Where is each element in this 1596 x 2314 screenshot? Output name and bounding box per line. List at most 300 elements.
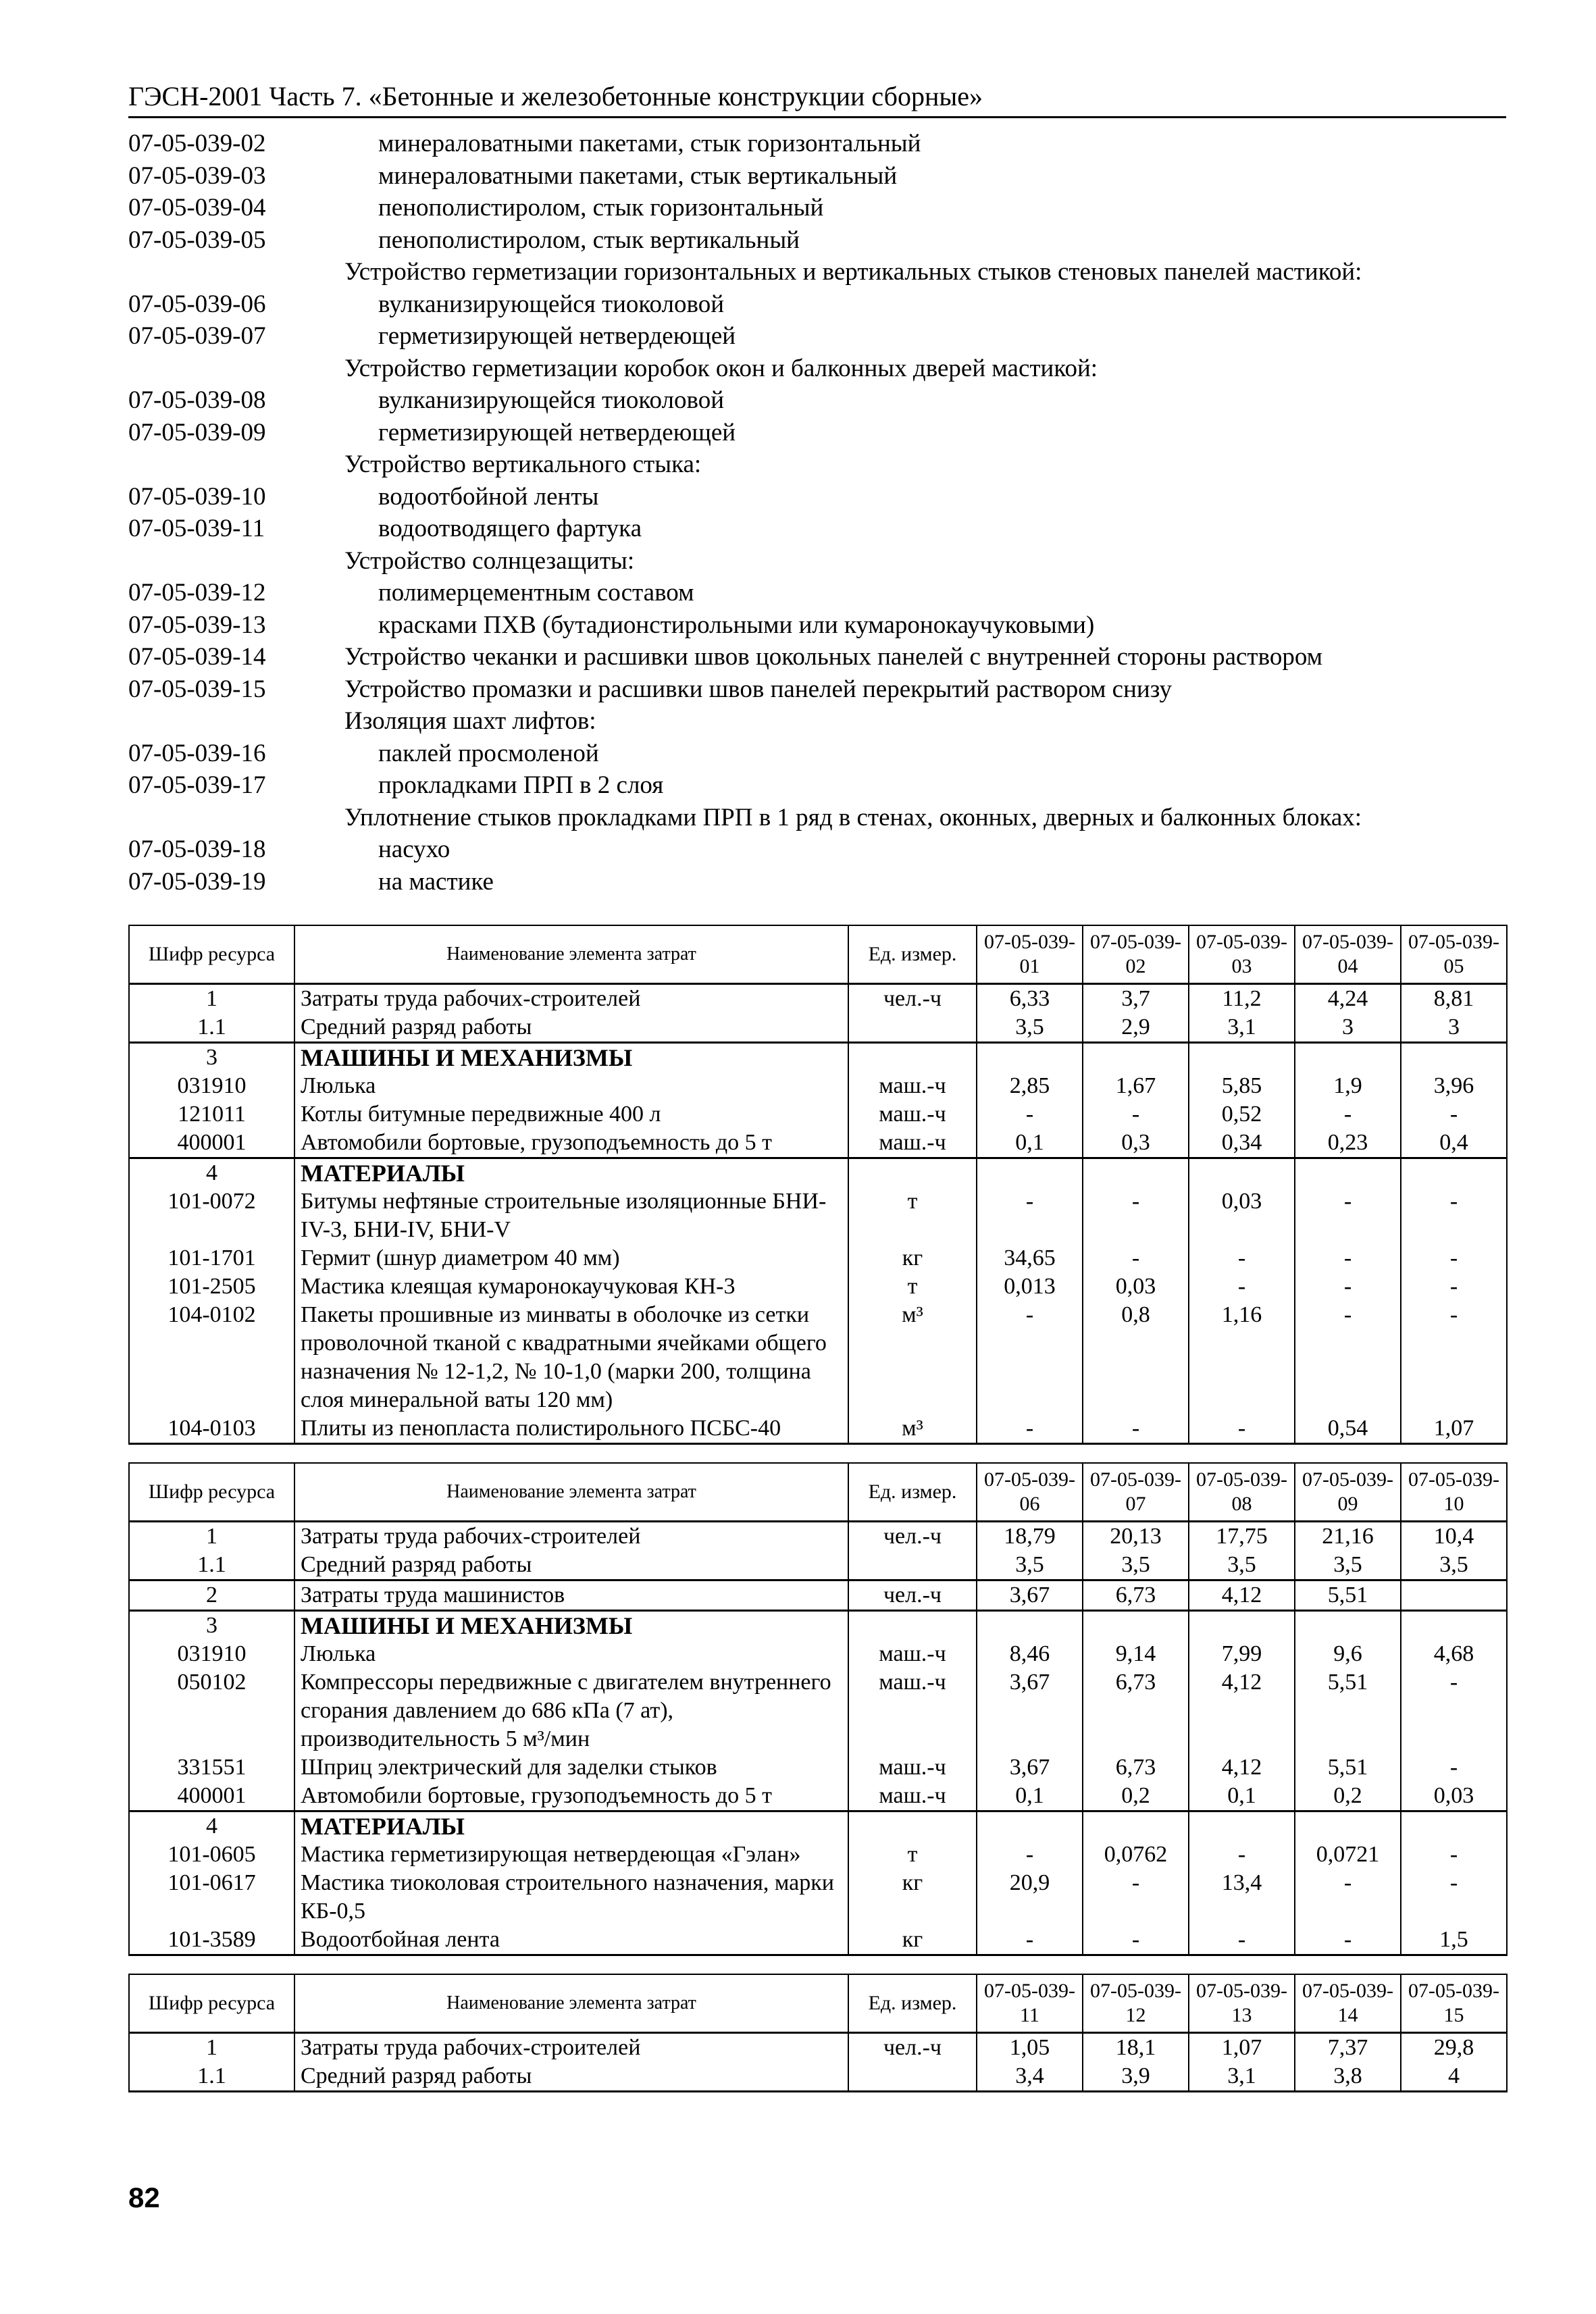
- header-row: [129, 1463, 1507, 1522]
- element-name: Водоотбойная лента: [294, 1926, 848, 1955]
- header-unit: Ед. измер.: [848, 1974, 977, 2033]
- value: [1401, 1043, 1507, 1073]
- item-code: [128, 448, 344, 481]
- value: [1083, 1611, 1189, 1641]
- value: [1295, 1158, 1401, 1188]
- resource-code: 331551: [129, 1753, 294, 1782]
- unit: чел.-ч: [848, 1522, 977, 1551]
- value: 20,9: [977, 1869, 1083, 1926]
- item-code: [128, 545, 344, 577]
- unit: [848, 1811, 977, 1841]
- value: 1,9: [1295, 1072, 1401, 1100]
- table-row: [129, 1640, 1507, 1668]
- table-row: [129, 1072, 1507, 1100]
- header-col-code: 07-05-039-10: [1401, 1463, 1507, 1522]
- list-item: [128, 384, 1506, 417]
- item-text: герметизирующей нетвердеющей: [378, 418, 736, 446]
- element-name: МАТЕРИАЛЫ: [294, 1811, 848, 1841]
- value: -: [1295, 1301, 1401, 1414]
- item-text: Устройство чеканки и расшивки швов цокольных панелей с внутренней стороны раствором: [344, 643, 1323, 671]
- resource-code: 3: [129, 1611, 294, 1641]
- table-row: [129, 1100, 1507, 1129]
- list-item: [128, 705, 1506, 738]
- value: 6,73: [1083, 1753, 1189, 1782]
- value: 0,0762: [1083, 1841, 1189, 1869]
- item-text: герметизирующей нетвердеющей: [378, 322, 736, 350]
- value: -: [1083, 1244, 1189, 1272]
- value: 3,67: [977, 1580, 1083, 1611]
- value: 3,4: [977, 2062, 1083, 2092]
- value: [1189, 1043, 1295, 1073]
- value: [1083, 1043, 1189, 1073]
- value: 0,3: [1083, 1129, 1189, 1158]
- value: 7,37: [1295, 2033, 1401, 2063]
- value: -: [1083, 1869, 1189, 1926]
- table-row: [129, 1301, 1507, 1414]
- value: -: [1401, 1301, 1507, 1414]
- value: [1401, 1580, 1507, 1611]
- value: [1083, 1811, 1189, 1841]
- element-name: Люлька: [294, 1072, 848, 1100]
- value: 3,67: [977, 1668, 1083, 1753]
- value: -: [1083, 1414, 1189, 1444]
- item-code: 07-05-039-08: [128, 386, 266, 414]
- item-code: [128, 353, 344, 385]
- value: [1189, 1811, 1295, 1841]
- resource-code: 400001: [129, 1782, 294, 1811]
- unit: т: [848, 1272, 977, 1301]
- value: 13,4: [1189, 1869, 1295, 1926]
- unit: кг: [848, 1869, 977, 1926]
- header-col-code: 07-05-039-08: [1189, 1463, 1295, 1522]
- value: 0,8: [1083, 1301, 1189, 1414]
- item-text: минераловатными пакетами, стык горизонтальный: [378, 130, 921, 157]
- header-col-code: 07-05-039-11: [977, 1974, 1083, 2033]
- unit: маш.-ч: [848, 1753, 977, 1782]
- value: 8,81: [1401, 984, 1507, 1014]
- value: 3,96: [1401, 1072, 1507, 1100]
- value: 3,5: [1295, 1551, 1401, 1580]
- item-text: красками ПХВ (бутадионстирольными или кумаронокаучуковыми): [378, 611, 1095, 639]
- element-name: Затраты труда рабочих-строителей: [294, 1522, 848, 1551]
- table-row: [129, 1158, 1507, 1188]
- list-item: [128, 802, 1506, 834]
- table-row: [129, 1580, 1507, 1611]
- item-text: прокладками ПРП в 2 слоя: [378, 771, 664, 799]
- value: -: [1401, 1244, 1507, 1272]
- item-text: Устройство герметизации горизонтальных и вертикальных стыков стеновых панелей мастикой:: [344, 258, 1362, 286]
- element-name: Плиты из пенопласта полистирольного ПСБС-40: [294, 1414, 848, 1444]
- value: 0,2: [1295, 1782, 1401, 1811]
- item-text: на мастике: [378, 867, 494, 896]
- value: 34,65: [977, 1244, 1083, 1272]
- value: 4: [1401, 2062, 1507, 2092]
- value: 3: [1295, 1013, 1401, 1043]
- value: 7,99: [1189, 1640, 1295, 1668]
- value: -: [1189, 1841, 1295, 1869]
- list-item: [128, 866, 1506, 898]
- element-name: Затраты труда рабочих-строителей: [294, 984, 848, 1014]
- table-row: [129, 1244, 1507, 1272]
- page-header: ГЭСН-2001 Часть 7. «Бетонные и железобетонные конструкции сборные»: [128, 81, 1506, 118]
- value: [1295, 1811, 1401, 1841]
- value: [1295, 1611, 1401, 1641]
- unit: чел.-ч: [848, 2033, 977, 2063]
- value: -: [977, 1414, 1083, 1444]
- header-col-code: 07-05-039-14: [1295, 1974, 1401, 2033]
- unit: маш.-ч: [848, 1100, 977, 1129]
- value: 0,1: [977, 1129, 1083, 1158]
- list-item: [128, 738, 1506, 770]
- header-row: [129, 1974, 1507, 2033]
- value: -: [1401, 1187, 1507, 1244]
- list-item: [128, 641, 1506, 673]
- item-code: 07-05-039-11: [128, 515, 265, 542]
- element-name: Средний разряд работы: [294, 2062, 848, 2092]
- value: [977, 1611, 1083, 1641]
- value: 0,23: [1295, 1129, 1401, 1158]
- unit: маш.-ч: [848, 1072, 977, 1100]
- resource-table: [128, 925, 1508, 1445]
- list-item: [128, 320, 1506, 353]
- element-name: Битумы нефтяные строительные изоляционные БНИ-IV-3, БНИ-IV, БНИ-V: [294, 1187, 848, 1244]
- header-code: Шифр ресурса: [129, 1974, 294, 2033]
- list-item: [128, 448, 1506, 481]
- element-name: МАТЕРИАЛЫ: [294, 1158, 848, 1188]
- value: 5,85: [1189, 1072, 1295, 1100]
- element-name: Пакеты прошивные из минваты в оболочке из сетки проволочной тканой с квадратными ячейками общего назначения № 12-1,2, № 10-1,0 (марки 200, толщина слоя минеральной ваты 120 мм): [294, 1301, 848, 1414]
- value: 4,12: [1189, 1753, 1295, 1782]
- value: 1,5: [1401, 1926, 1507, 1955]
- work-list: [128, 128, 1506, 898]
- value: 9,6: [1295, 1640, 1401, 1668]
- item-code: 07-05-039-15: [128, 675, 266, 703]
- value: 4,12: [1189, 1580, 1295, 1611]
- element-name: Затраты труда машинистов: [294, 1580, 848, 1611]
- value: 18,1: [1083, 2033, 1189, 2063]
- list-item: [128, 481, 1506, 513]
- header-col-code: 07-05-039-04: [1295, 925, 1401, 984]
- value: 0,1: [977, 1782, 1083, 1811]
- value: -: [1401, 1100, 1507, 1129]
- value: 1,67: [1083, 1072, 1189, 1100]
- value: 3,5: [977, 1551, 1083, 1580]
- resource-table: [128, 1974, 1508, 2092]
- item-code: 07-05-039-14: [128, 643, 266, 671]
- value: 0,2: [1083, 1782, 1189, 1811]
- value: 3,5: [1083, 1551, 1189, 1580]
- value: 0,4: [1401, 1129, 1507, 1158]
- resource-code: 031910: [129, 1640, 294, 1668]
- value: [1401, 1611, 1507, 1641]
- element-name: Автомобили бортовые, грузоподъемность до 5 т: [294, 1129, 848, 1158]
- unit: маш.-ч: [848, 1782, 977, 1811]
- header-col-code: 07-05-039-09: [1295, 1463, 1401, 1522]
- value: [977, 1158, 1083, 1188]
- unit: м³: [848, 1414, 977, 1444]
- header-unit: Ед. измер.: [848, 925, 977, 984]
- element-name: Котлы битумные передвижные 400 л: [294, 1100, 848, 1129]
- unit: маш.-ч: [848, 1129, 977, 1158]
- value: 1,07: [1401, 1414, 1507, 1444]
- unit: [848, 1013, 977, 1043]
- element-name: Шприц электрический для заделки стыков: [294, 1753, 848, 1782]
- value: [977, 1043, 1083, 1073]
- unit: [848, 1551, 977, 1580]
- item-text: Устройство промазки и расшивки швов панелей перекрытий раствором снизу: [344, 675, 1173, 703]
- item-text: Устройство герметизации коробок окон и балконных дверей мастикой:: [344, 354, 1098, 382]
- value: -: [1083, 1100, 1189, 1129]
- element-name: Средний разряд работы: [294, 1013, 848, 1043]
- list-item: [128, 833, 1506, 866]
- resource-code: 1: [129, 1522, 294, 1551]
- value: 4,24: [1295, 984, 1401, 1014]
- item-code: 07-05-039-17: [128, 771, 266, 799]
- value: -: [1401, 1668, 1507, 1753]
- unit: [848, 1158, 977, 1188]
- value: 0,013: [977, 1272, 1083, 1301]
- value: -: [1295, 1926, 1401, 1955]
- value: -: [977, 1926, 1083, 1955]
- value: 0,34: [1189, 1129, 1295, 1158]
- item-text: Устройство вертикального стыка:: [344, 451, 702, 478]
- item-text: минераловатными пакетами, стык вертикальный: [378, 161, 898, 190]
- unit: т: [848, 1187, 977, 1244]
- list-item: [128, 160, 1506, 192]
- resource-tables: [128, 925, 1506, 2092]
- header-col-code: 07-05-039-15: [1401, 1974, 1507, 2033]
- unit: [848, 1043, 977, 1073]
- element-name: Автомобили бортовые, грузоподъемность до 5 т: [294, 1782, 848, 1811]
- item-text: водоотбойной ленты: [378, 482, 599, 511]
- resource-code: 101-0072: [129, 1187, 294, 1244]
- header-code: Шифр ресурса: [129, 925, 294, 984]
- item-code: 07-05-039-03: [128, 161, 266, 190]
- value: [1401, 1811, 1507, 1841]
- resource-code: 1: [129, 984, 294, 1014]
- value: -: [977, 1187, 1083, 1244]
- value: 8,46: [977, 1640, 1083, 1668]
- element-name: МАШИНЫ И МЕХАНИЗМЫ: [294, 1611, 848, 1641]
- table-row: [129, 1272, 1507, 1301]
- table-row: [129, 1841, 1507, 1869]
- resource-code: 101-0617: [129, 1869, 294, 1926]
- resource-code: 031910: [129, 1072, 294, 1100]
- resource-code: 3: [129, 1043, 294, 1073]
- resource-table: [128, 1462, 1508, 1956]
- header-col-code: 07-05-039-03: [1189, 925, 1295, 984]
- list-item: [128, 609, 1506, 642]
- table-row: [129, 2033, 1507, 2063]
- value: 0,0721: [1295, 1841, 1401, 1869]
- list-item: [128, 256, 1506, 288]
- resource-code: 121011: [129, 1100, 294, 1129]
- header-name: Наименование элемента затрат: [294, 1974, 848, 2033]
- item-code: 07-05-039-04: [128, 194, 266, 222]
- header-col-code: 07-05-039-01: [977, 925, 1083, 984]
- value: 3,67: [977, 1753, 1083, 1782]
- value: 3,9: [1083, 2062, 1189, 2092]
- resource-code: 101-1701: [129, 1244, 294, 1272]
- value: [1189, 1611, 1295, 1641]
- table-row: [129, 984, 1507, 1014]
- value: -: [1083, 1926, 1189, 1955]
- value: -: [1295, 1187, 1401, 1244]
- value: 1,16: [1189, 1301, 1295, 1414]
- value: -: [1189, 1272, 1295, 1301]
- value: 3: [1401, 1013, 1507, 1043]
- item-text: вулканизирующейся тиоколовой: [378, 290, 725, 318]
- value: 18,79: [977, 1522, 1083, 1551]
- value: 0,03: [1083, 1272, 1189, 1301]
- item-code: 07-05-039-13: [128, 611, 266, 639]
- list-item: [128, 353, 1506, 385]
- value: -: [1189, 1926, 1295, 1955]
- table-row: [129, 1551, 1507, 1580]
- resource-code: 1.1: [129, 2062, 294, 2092]
- item-code: 07-05-039-18: [128, 835, 266, 863]
- list-item: [128, 513, 1506, 545]
- table-row: [129, 1782, 1507, 1811]
- header-name: Наименование элемента затрат: [294, 1463, 848, 1522]
- value: -: [1295, 1100, 1401, 1129]
- list-item: [128, 224, 1506, 257]
- value: -: [1401, 1841, 1507, 1869]
- value: -: [977, 1841, 1083, 1869]
- resource-code: 104-0103: [129, 1414, 294, 1444]
- unit: чел.-ч: [848, 1580, 977, 1611]
- value: -: [1083, 1187, 1189, 1244]
- list-item: [128, 417, 1506, 449]
- value: 29,8: [1401, 2033, 1507, 2063]
- element-name: Гермит (шнур диаметром 40 мм): [294, 1244, 848, 1272]
- list-item: [128, 288, 1506, 321]
- item-text: пенополистиролом, стык горизонтальный: [378, 194, 824, 222]
- value: -: [1401, 1753, 1507, 1782]
- value: -: [1295, 1244, 1401, 1272]
- element-name: Затраты труда рабочих-строителей: [294, 2033, 848, 2063]
- resource-code: 1.1: [129, 1013, 294, 1043]
- list-item: [128, 128, 1506, 160]
- item-text: водоотводящего фартука: [378, 515, 642, 542]
- item-text: паклей просмоленой: [378, 739, 599, 767]
- value: [977, 1811, 1083, 1841]
- unit: м³: [848, 1301, 977, 1414]
- value: 3,5: [1401, 1551, 1507, 1580]
- list-item: [128, 673, 1506, 706]
- table-row: [129, 1187, 1507, 1244]
- element-name: Мастика герметизирующая нетвердеющая «Гэлан»: [294, 1841, 848, 1869]
- header-col-code: 07-05-039-12: [1083, 1974, 1189, 2033]
- header-name: Наименование элемента затрат: [294, 925, 848, 984]
- unit: [848, 2062, 977, 2092]
- header-code: Шифр ресурса: [129, 1463, 294, 1522]
- element-name: Мастика тиоколовая строительного назначения, марки КБ-0,5: [294, 1869, 848, 1926]
- resource-code: 101-0605: [129, 1841, 294, 1869]
- unit: кг: [848, 1926, 977, 1955]
- resource-code: 1.1: [129, 1551, 294, 1580]
- table-row: [129, 1414, 1507, 1444]
- value: 1,05: [977, 2033, 1083, 2063]
- header-col-code: 07-05-039-07: [1083, 1463, 1189, 1522]
- item-code: 07-05-039-12: [128, 579, 266, 607]
- value: 3,1: [1189, 2062, 1295, 2092]
- value: 3,8: [1295, 2062, 1401, 2092]
- resource-code: 101-3589: [129, 1926, 294, 1955]
- value: 5,51: [1295, 1580, 1401, 1611]
- item-text: Уплотнение стыков прокладками ПРП в 1 ряд в стенах, оконных, дверных и балконных блоках:: [344, 803, 1362, 831]
- value: 9,14: [1083, 1640, 1189, 1668]
- item-text: насухо: [378, 835, 451, 863]
- item-code: [128, 256, 344, 288]
- item-text: Устройство солнцезащиты:: [344, 546, 635, 575]
- resource-code: 4: [129, 1158, 294, 1188]
- list-item: [128, 192, 1506, 224]
- item-code: 07-05-039-06: [128, 290, 266, 318]
- resource-code: 4: [129, 1811, 294, 1841]
- table-row: [129, 1129, 1507, 1158]
- value: 17,75: [1189, 1522, 1295, 1551]
- value: 20,13: [1083, 1522, 1189, 1551]
- value: 0,52: [1189, 1100, 1295, 1129]
- value: -: [1189, 1244, 1295, 1272]
- item-code: 07-05-039-19: [128, 867, 266, 896]
- value: -: [977, 1100, 1083, 1129]
- resource-code: 101-2505: [129, 1272, 294, 1301]
- header-col-code: 07-05-039-06: [977, 1463, 1083, 1522]
- element-name: Мастика клеящая кумаронокаучуковая КН-3: [294, 1272, 848, 1301]
- item-code: 07-05-039-16: [128, 739, 266, 767]
- value: -: [1401, 1272, 1507, 1301]
- table-row: [129, 1668, 1507, 1753]
- value: 6,33: [977, 984, 1083, 1014]
- value: 2,85: [977, 1072, 1083, 1100]
- unit: кг: [848, 1244, 977, 1272]
- unit: [848, 1611, 977, 1641]
- value: 0,54: [1295, 1414, 1401, 1444]
- table-row: [129, 1811, 1507, 1841]
- header-col-code: 07-05-039-05: [1401, 925, 1507, 984]
- table-row: [129, 1043, 1507, 1073]
- header-unit: Ед. измер.: [848, 1463, 977, 1522]
- value: 6,73: [1083, 1668, 1189, 1753]
- value: 6,73: [1083, 1580, 1189, 1611]
- header-col-code: 07-05-039-02: [1083, 925, 1189, 984]
- value: 5,51: [1295, 1668, 1401, 1753]
- table-row: [129, 1869, 1507, 1926]
- table-row: [129, 1753, 1507, 1782]
- item-code: 07-05-039-07: [128, 322, 266, 350]
- value: [1189, 1158, 1295, 1188]
- element-name: МАШИНЫ И МЕХАНИЗМЫ: [294, 1043, 848, 1073]
- document-page: [128, 81, 1506, 2092]
- list-item: [128, 769, 1506, 802]
- table-row: [129, 1522, 1507, 1551]
- value: -: [1295, 1272, 1401, 1301]
- list-item: [128, 577, 1506, 609]
- item-text: полимерцементным составом: [378, 579, 694, 607]
- value: 21,16: [1295, 1522, 1401, 1551]
- resource-code: 050102: [129, 1668, 294, 1753]
- value: 0,03: [1401, 1782, 1507, 1811]
- value: 11,2: [1189, 984, 1295, 1014]
- item-text: пенополистиролом, стык вертикальный: [378, 226, 800, 254]
- header-col-code: 07-05-039-13: [1189, 1974, 1295, 2033]
- value: -: [977, 1301, 1083, 1414]
- item-code: 07-05-039-09: [128, 418, 266, 446]
- value: 3,1: [1189, 1013, 1295, 1043]
- value: 5,51: [1295, 1753, 1401, 1782]
